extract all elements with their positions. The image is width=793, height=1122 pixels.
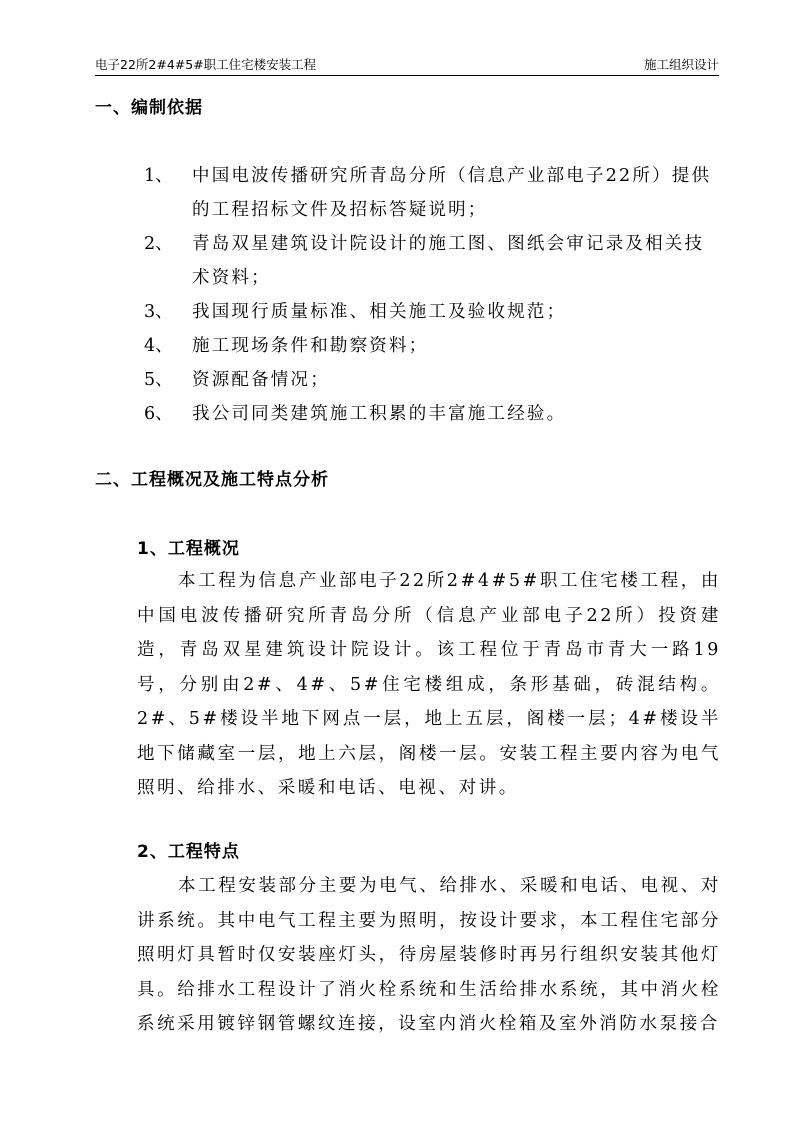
- list-item-number: 2、: [144, 234, 173, 254]
- subsection-heading-features: 2、工程特点: [137, 842, 240, 862]
- page-header: [95, 56, 719, 76]
- list-item-number: 6、: [144, 404, 173, 424]
- header-project-title: 电子22所2#4#5#职工住宅楼安装工程: [95, 57, 317, 72]
- list-item-text: 资源配备情况；: [192, 370, 330, 390]
- list-item-number: 5、: [144, 370, 173, 390]
- header-divider: [95, 75, 719, 76]
- list-item-text: 我公司同类建筑施工积累的丰富施工经验。: [192, 404, 567, 424]
- list-item-number: 3、: [144, 302, 173, 322]
- header-document-type: 施工组织设计: [643, 57, 719, 72]
- paragraph-features: 本工程安装部分主要为电气、给排水、采暖和电话、电视、对讲系统。其中电气工程主要为照明，按设计要求，本工程住宅部分照明灯具暂时仅安装座灯头，待房屋装修时再另行组织安装其他灯具。给排水工程设计了消火栓系统和生活给排水系统，其中消火栓系统采用镀锌钢管螺纹连接，设室内消火栓箱及室外消防水泵接合: [137, 876, 721, 1034]
- list-item-text: 中国电波传播研究所青岛分所（信息产业部电子22所）提供的工程招标文件及招标答疑说明；: [192, 166, 712, 220]
- subsection-heading-overview: 1、工程概况: [137, 539, 240, 559]
- list-item-text: 青岛双星建筑设计院设计的施工图、图纸会审记录及相关技术资料；: [192, 234, 705, 288]
- section-heading-basis: 一、编制依据: [95, 98, 203, 118]
- paragraph-overview: 本工程为信息产业部电子22所2#4#5#职工住宅楼工程，由中国电波传播研究所青岛分所（信息产业部电子22所）投资建造，青岛双星建筑设计院设计。该工程位于青岛市青大一路19号，分别由2#、4#、5#住宅楼组成，条形基础，砖混结构。2#、5#楼设半地下网点一层，地上五层，阁楼一层；4#楼设半地下储藏室一层，地上六层，阁楼一层。安装工程主要内容为电气照明、给排水、采暖和电话、电视、对讲。: [137, 571, 721, 798]
- list-item-number: 4、: [144, 336, 173, 356]
- list-item-text: 施工现场条件和勘察资料；: [192, 336, 429, 356]
- list-item-number: 1、: [144, 166, 173, 186]
- section-heading-overview: 二、工程概况及施工特点分析: [95, 470, 329, 490]
- list-item-text: 我国现行质量标准、相关施工及验收规范；: [192, 302, 567, 322]
